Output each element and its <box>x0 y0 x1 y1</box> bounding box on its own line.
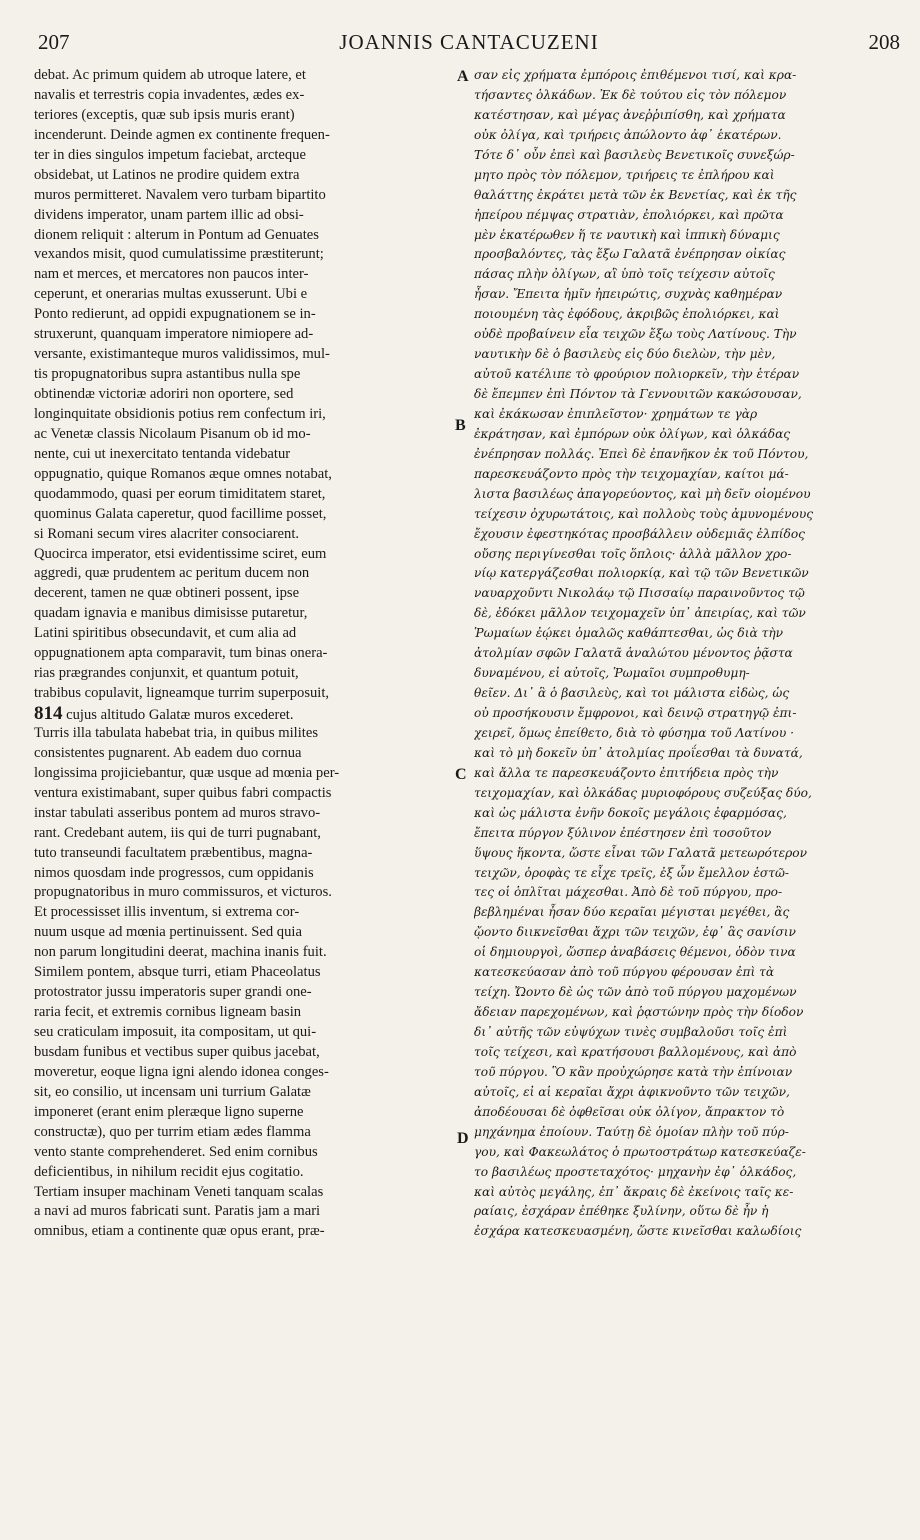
line-text: ναυαρχοῦντι Νικολάῳ τῷ Πισσαίῳ παραινοῦντος τῷ <box>474 586 805 601</box>
text-line <box>474 903 906 923</box>
line-text: ἠπείρου πέμψας στρατιὰν, ἐπολιόρκει, καὶ πρῶτα <box>474 207 784 222</box>
text-line <box>34 1183 458 1203</box>
text-line <box>34 186 458 206</box>
text-line <box>474 844 906 864</box>
text-line <box>34 1202 458 1222</box>
line-text: Tertiam insuper machinam Veneti tanquam scalas <box>34 1183 324 1200</box>
text-line <box>34 883 458 903</box>
text-line <box>474 245 906 265</box>
text-line <box>474 1083 906 1103</box>
line-text: καὶ ἄλλα τε παρεσκευάζοντο ἐπιτήδεια πρὸς τὴν <box>474 765 779 780</box>
text-line <box>34 445 458 465</box>
line-text: ἐνέπρησαν πολλάς. Ἐπεὶ δὲ ἐπανῆκον ἐκ τοῦ Πόντου, <box>474 446 809 461</box>
text-line <box>474 505 906 525</box>
text-line <box>474 325 906 345</box>
line-text: τειχῶν, ὀροφὰς τε εἶχε τρεῖς, ἐξ ὧν ἔμελλον ἑστῶ- <box>474 865 789 880</box>
text-line <box>474 265 906 285</box>
line-text: ἀτολμίαν σφῶν Γαλατᾶ ἁναλώτου μένοντος ῥᾷστα <box>474 646 793 661</box>
line-text: κατεσκεύασαν ἀπὸ τοῦ πύργου φέρουσαν ἐπὶ τὰ <box>474 965 775 980</box>
text-line <box>474 445 906 465</box>
text-line <box>474 684 906 704</box>
text-line <box>34 644 458 664</box>
line-text: nuum usque ad mœnia pertinuissent. Sed quia <box>34 924 302 941</box>
line-text: Τότε δ᾽ οὖν ἐπεὶ καὶ βασιλεὺς Βενετικοῖς συνεξώρ- <box>474 147 795 162</box>
line-text: muros permitteret. Navalem vero turbam bipartito <box>34 186 326 203</box>
line-text: Quocirca imperator, etsi evidentissime sciret, eum <box>34 545 327 562</box>
line-text: raria fecit, et extremis cornibus ligneam basin <box>34 1004 302 1021</box>
text-line <box>474 545 906 565</box>
text-line <box>34 624 458 644</box>
line-text: οὐ προσήκουσιν ἔμφρονοι, καὶ δεινῷ στρατηγῷ ἐπι- <box>474 706 797 720</box>
line-text: ραίαις, ἐσχάραν ἐπέθηκε ξυλίνην, οὕτω δὲ ἦν ἡ <box>474 1204 769 1219</box>
text-line <box>474 764 906 784</box>
line-text: Ponto redierunt, ad oppidi expugnationem se in- <box>34 306 316 323</box>
line-text: ἄδειαν παρεχομένων, καὶ ῥᾳστώνην πρὸς τὴν δίοδον <box>474 1005 804 1020</box>
text-line <box>34 684 458 704</box>
line-text: παρεσκευάζοντο πρὸς τὴν τειχομαχίαν, καίτοι μά- <box>474 466 789 481</box>
text-line <box>474 1123 906 1143</box>
text-line <box>474 983 906 1003</box>
line-text: consistentes pugnarent. Ab eadem duo cornua <box>34 744 302 761</box>
line-text: Similem pontem, absque turri, etiam Phaceolatus <box>34 964 321 981</box>
line-text: προσβαλόντες, τὰς ἔξω Γαλατᾶ ἐνέπρησαν οἰκίας <box>474 247 786 262</box>
line-text: ὕψους ἥκοντα, ὥστε εἶναι τῶν Γαλατᾶ μετεωρότερον <box>474 845 808 860</box>
line-text: θεῖεν. Δι᾽ ἃ ὁ βασιλεὺς, καὶ τοι μάλιστα εἰδὼς, ὡς <box>474 686 790 701</box>
text-line <box>474 465 906 485</box>
text-line <box>34 923 458 943</box>
line-text: tis propugnatoribus supra astantibus nulla spe <box>34 366 301 383</box>
line-text: versante, existimanteque muros validissimos, mul- <box>34 346 330 363</box>
line-text: incenderunt. Deinde agmen ex continente frequen- <box>34 126 330 143</box>
line-text: trabibus copulavit, ligneamque turrim superposuit, <box>34 685 330 702</box>
margin-letter-c: C <box>455 766 467 783</box>
line-text: deficientibus, in nihilum recidit ejus cogitatio. <box>34 1163 304 1180</box>
text-line <box>474 883 906 903</box>
line-text: νίῳ κατεργάζεσθαι πολιορκίᾳ, καὶ τῷ τῶν Βενετικῶν <box>474 566 809 581</box>
line-text: aggredi, quæ prudentem ac peritum ducem non <box>34 565 310 582</box>
line-text: Latini spiritibus obsecundavit, et cum alia ad <box>34 625 297 642</box>
line-text: δι᾽ αὐτῆς τῶν εὐψύχων τινὲς συμβαλοῦσι τοῖς ἐπὶ <box>474 1025 788 1039</box>
text-line <box>474 1103 906 1123</box>
line-text: vento stante comprehenderet. Sed enim cornibus <box>34 1143 318 1160</box>
line-text: oppugnationem apta comparavit, tum binas onera- <box>34 645 328 662</box>
text-line <box>474 206 906 226</box>
line-text: tuto transeundi facultatem præbentibus, magna- <box>34 844 313 861</box>
line-text: nimos quosdam inde progressos, cum oppidanis <box>34 864 314 881</box>
text-line <box>474 564 906 584</box>
text-line <box>474 584 906 604</box>
text-line <box>34 365 458 385</box>
text-line <box>474 66 906 86</box>
line-text: struxerunt, quanquam imperatore nimiopere ad- <box>34 326 314 343</box>
text-line <box>474 804 906 824</box>
line-text: μὲν ἑκατέρωθεν ἥ τε ναυτικὴ καὶ ἱππικὴ δύναμις <box>474 227 780 242</box>
text-line <box>34 584 458 604</box>
line-text: obtinendæ victoriæ adoriri non oportere, sed <box>34 386 294 402</box>
text-line <box>474 784 906 804</box>
text-line <box>34 724 458 744</box>
line-text: ἔπειτα πύργον ξύλινον ἐπέστησεν ἐπὶ τοσοῦτον <box>474 825 772 840</box>
text-line <box>474 604 906 624</box>
text-line <box>34 465 458 485</box>
line-text: οὔσης περιγίνεσθαι τοῖς ὅπλοις· ἀλλὰ μᾶλλον χρο- <box>474 546 792 561</box>
text-line <box>34 704 458 724</box>
text-line <box>474 106 906 126</box>
line-text: το βασιλέως προστεταχότος· μηχανὴν ἐφ᾽ ὁλκάδος, <box>474 1164 797 1179</box>
line-text: teriores (exceptis, quæ sub ipsis muris erant) <box>34 106 295 123</box>
column-marker: 814 <box>34 704 63 724</box>
text-line <box>474 704 906 724</box>
text-line <box>34 824 458 844</box>
text-line <box>474 365 906 385</box>
text-line <box>474 1043 906 1063</box>
line-text: Et processisset illis inventum, si extrema cor- <box>34 904 300 921</box>
text-line <box>34 564 458 584</box>
line-text: protostrator jussu imperatoris super grandi one- <box>34 984 312 1001</box>
line-text: καὶ τὸ μὴ δοκεῖν ὑπ᾽ ἀτολμίας προΐεσθαι τὰ δυνατά, <box>474 745 803 760</box>
line-text: a navi ad muros fabricati sunt. Paratis jam a mari <box>34 1203 321 1220</box>
line-text: τήσαντες ὁλκάδων. Ἐκ δὲ τούτου εἰς τὸν πόλεμον <box>474 87 787 102</box>
text-line <box>474 1143 906 1163</box>
line-text: οὐκ ὀλίγα, καὶ τριήρεις ἀπώλοντο ἀφ᾽ ἑκατέρων. <box>474 127 782 142</box>
line-text: imponeret (erant enim pleræque ligno superne <box>34 1103 304 1120</box>
line-text: καὶ ὡς μάλιστα ἐνῆν δοκοῖς μεγάλοις ἐφαρμόσας, <box>474 805 787 820</box>
line-text: dividens imperator, unam partem illic ad obsi- <box>34 206 304 223</box>
text-line <box>474 1163 906 1183</box>
text-line <box>34 66 458 86</box>
text-line <box>474 166 906 186</box>
text-line <box>34 505 458 525</box>
line-text: vexandos misit, quod cumulatissime præstiterunt; <box>34 246 324 263</box>
text-line <box>34 664 458 684</box>
text-line <box>474 923 906 943</box>
line-text: τείχεσιν ὀχυρωτάτοις, καὶ πολλοὺς τοὺς ἀμυνομένους <box>474 506 814 521</box>
text-line <box>34 1083 458 1103</box>
line-text: propugnatoribus in muro commissuros, et victuros. <box>34 884 332 901</box>
text-line <box>34 1063 458 1083</box>
text-line <box>474 345 906 365</box>
line-text: δὲ ἔπεμπεν ἐπὶ Πόντον τὰ Γεννουιτῶν κακώσουσαν, <box>474 387 802 401</box>
text-line <box>34 545 458 565</box>
text-line <box>34 285 458 305</box>
text-line <box>34 345 458 365</box>
text-line <box>34 604 458 624</box>
line-text: debat. Ac primum quidem ab utroque latere, et <box>34 67 306 83</box>
page-number-right: 208 <box>868 30 900 54</box>
margin-letter-b: B <box>455 417 466 434</box>
text-line <box>474 824 906 844</box>
text-line <box>474 644 906 664</box>
text-line <box>474 425 906 445</box>
text-line <box>34 226 458 246</box>
line-text: quodammodo, quasi per eorum timiditatem staret, <box>34 485 326 502</box>
page-header <box>38 30 900 58</box>
line-text: ἔχουσιν ἐφεστηκότας προσβάλλειν οὐδεμιᾶς ἐλπίδος <box>474 526 805 541</box>
line-text: λιστα βασιλέως ἀπαγορεύοντος, καὶ μὴ δεῖν οἰομένου <box>474 486 811 501</box>
text-line <box>34 206 458 226</box>
line-text: μητο πρὸς τὸν πόλεμον, τριήρεις τε ἐπλήρου καὶ <box>474 167 775 182</box>
text-line <box>474 146 906 166</box>
text-line <box>474 126 906 146</box>
text-line <box>34 943 458 963</box>
line-text: non parum longitudini deerat, machina inanis fuit. <box>34 944 327 961</box>
line-text: ᾤοντο διικνεῖσθαι ἄχρι τῶν τειχῶν, ἐφ᾽ ἃς σανίσιν <box>474 925 796 940</box>
line-text: καὶ ἐκάκωσαν ἐπιπλεῖστον· χρημάτων τε γὰρ <box>474 406 758 421</box>
text-line <box>34 1163 458 1183</box>
text-line <box>34 983 458 1003</box>
line-text: τοῦ πύργου. Ὃ κἂν προὐχώρησε κατὰ τὴν ἐπίνοιαν <box>474 1064 793 1079</box>
line-text: γου, καὶ Φακεωλάτος ὁ πρωτοστράτωρ κατεσκεύαζε- <box>474 1144 806 1159</box>
text-line <box>34 844 458 864</box>
text-line <box>34 325 458 345</box>
line-text: ἀποδέουσαι δὲ ὀφθεῖσαι οὐκ ὀλίγον, ἄπρακτον τὸ <box>474 1104 785 1119</box>
line-text: moveretur, eoque ligna igni alendo idonea conges- <box>34 1063 329 1080</box>
line-text: τες οἱ ὁπλῖται μάχεσθαι. Ἀπὸ δὲ τοῦ πύργου, προ- <box>474 885 783 900</box>
text-line <box>34 764 458 784</box>
line-text: δυναμένου, εἰ αὐτοῖς, Ῥωμαῖοι συμπροθυμη- <box>474 666 750 681</box>
text-line <box>34 425 458 445</box>
line-text: ventura existimabant, super quibus fabri compactis <box>34 784 332 801</box>
line-text: τείχη. Ὤοντο δὲ ὡς τῶν ἀπὸ τοῦ πύργου μαχομένων <box>474 985 797 1000</box>
text-line <box>474 285 906 305</box>
text-line <box>474 1222 906 1242</box>
text-line <box>34 525 458 545</box>
line-text: ἐκράτησαν, καὶ ἐμπόρων οὐκ ὀλίγων, καὶ ὁλκάδας <box>474 426 791 441</box>
line-text: longinquitate obsidionis potius rem confectum iri, <box>34 405 326 422</box>
line-text: τειχομαχίαν, καὶ ὁλκάδας μυριοφόρους συζεύξας δύο, <box>474 785 812 800</box>
line-text: longissima projiciebantur, quæ usque ad mœnia per- <box>34 764 340 781</box>
margin-letter-a: A <box>457 68 469 85</box>
text-line <box>34 1043 458 1063</box>
text-line <box>34 1123 458 1143</box>
line-text: θαλάττης ἐκράτει μετὰ τῶν ἐκ Βενετίας, καὶ ἐκ τῆς <box>474 187 797 202</box>
line-text: ναυτικὴν δὲ ὁ βασιλεὺς εἰς δύο διελὼν, τὴν μὲν, <box>474 347 776 362</box>
text-line <box>34 744 458 764</box>
line-text: oppugnatio, quique Romanos æque omnes notabat, <box>34 465 332 482</box>
text-line <box>34 963 458 983</box>
line-text: ceperunt, et onerarias multas exusserunt. Ubi e <box>34 286 308 303</box>
text-line <box>474 305 906 325</box>
line-text: omnibus, etiam a continente quæ opus erant, præ- <box>34 1223 325 1240</box>
line-text: βεβλημέναι ἦσαν δύο κεραῖαι μέγισται μεγέθει, ἃς <box>474 905 790 920</box>
line-text: οἱ δημιουργοὶ, ὥσπερ ἀναβάσεις θέμενοι, ὁδὸν τινα <box>474 945 796 960</box>
line-text: ἐσχάρα κατεσκευασμένη, ὥστε κινεῖσθαι καλωδίοις <box>474 1224 802 1239</box>
line-text: κατέστησαν, καὶ μέγας ἀνεῤῥιπίσθη, καὶ χρήματα <box>474 107 786 122</box>
text-line <box>474 664 906 684</box>
text-line <box>34 784 458 804</box>
text-line <box>34 1003 458 1023</box>
line-text: σαν εἰς χρήματα ἐμπόροις ἐπιθέμενοι τισί, καὶ κρα- <box>474 68 797 82</box>
line-text: αὐτοῦ κατέλιπε τὸ φρούριον πολιορκεῖν, τὴν ἑτέραν <box>474 367 800 382</box>
line-text: si Romani secum vires alacriter consociarent. <box>34 525 300 542</box>
line-text: cujus altitudo Galatæ muros excederet. <box>66 707 294 723</box>
text-line <box>474 1003 906 1023</box>
line-text: nente, cui ut inexercitato tentanda videbatur <box>34 445 291 462</box>
line-text: πάσας πλὴν ὀλίγων, αἳ ὑπὸ τοῖς τείχεσιν αὐτοῖς <box>474 267 775 282</box>
line-text: quadam ignavia e manibus dimisisse putaretur, <box>34 605 308 622</box>
text-line <box>34 265 458 285</box>
greek-column <box>474 66 906 1242</box>
line-text: μηχάνημα ἐποίουν. Ταύτῃ δὲ ὁμοίαν πλὴν τοῦ πύρ- <box>474 1124 789 1139</box>
line-text: χειρεῖ, ὅμως ἐπείθετο, διὰ τὸ φύσημα τοῦ Λατίνου · <box>474 725 794 740</box>
text-line <box>474 1202 906 1222</box>
line-text: nam et merces, et mercatores non paucos inter- <box>34 266 309 283</box>
text-line <box>34 1143 458 1163</box>
page-number-left: 207 <box>38 30 70 54</box>
text-line <box>34 1023 458 1043</box>
line-text: ποιουμένη τὰς ἐφόδους, ἀκριβῶς ἐπολιόρκει, καὶ <box>474 307 780 322</box>
line-text: constructæ), quo per turrim etiam ædes flamma <box>34 1123 311 1140</box>
text-line <box>474 86 906 106</box>
text-line <box>34 385 458 405</box>
text-line <box>34 864 458 884</box>
text-line <box>34 146 458 166</box>
line-text: dionem reliquit : alterum in Pontum ad Genuates <box>34 226 319 243</box>
text-line <box>34 804 458 824</box>
line-text: ac Venetæ classis Nicolaum Pisanum ob id mo- <box>34 425 311 442</box>
text-line <box>34 485 458 505</box>
text-line <box>474 186 906 206</box>
line-text: decerent, tamen ne quæ obtineri possent, ipse <box>34 585 300 602</box>
text-line <box>474 385 906 405</box>
text-line <box>34 405 458 425</box>
text-line <box>474 864 906 884</box>
text-line <box>34 86 458 106</box>
margin-letter-d: D <box>457 1130 469 1147</box>
text-line <box>474 744 906 764</box>
text-line <box>34 305 458 325</box>
line-text: καὶ αὐτὸς μεγάλης, ἐπ᾽ ἄκραις δὲ ἐκείνοις ταῖς κε- <box>474 1184 794 1199</box>
line-text: busdam funibus et vectibus super quibus jacebat, <box>34 1043 320 1060</box>
text-line <box>474 943 906 963</box>
line-text: rias prægrandes conjunxit, et quantum potuit, <box>34 665 299 682</box>
text-line <box>474 624 906 644</box>
text-line <box>474 405 906 425</box>
line-text: sit, eo consilio, ut incensam uni turrium Galatæ <box>34 1083 311 1100</box>
line-text: ter in dies singulos impetum faciebat, arcteque <box>34 146 306 163</box>
line-text: τοῖς τείχεσι, καὶ κρατήσουσι βαλλομένους, καὶ ἀπὸ <box>474 1044 797 1059</box>
line-text: αὐτοῖς, εἰ αἱ κεραῖαι ἄχρι ἀφικνοῦντο τῶν τειχῶν, <box>474 1084 790 1099</box>
text-line <box>34 166 458 186</box>
text-line <box>34 1222 458 1242</box>
text-line <box>34 126 458 146</box>
text-line <box>474 963 906 983</box>
latin-column <box>34 66 458 1242</box>
line-text: ἦσαν. Ἔπειτα ἡμῖν ἠπειρώτις, συχνὰς καθημέραν <box>474 287 783 302</box>
running-title: JOANNIS CANTACUZENI <box>339 30 599 54</box>
line-text: obsidebat, ut Latinos ne prodire quidem extra <box>34 166 300 183</box>
text-line <box>474 1063 906 1083</box>
line-text: quominus Galata caperetur, quod facillime posset, <box>34 505 327 522</box>
text-line <box>474 485 906 505</box>
text-line <box>34 903 458 923</box>
line-text: Ῥωμαίων ἐῴκει ὁμαλῶς καθάπτεσθαι, ὡς διὰ τὴν <box>474 626 784 641</box>
text-line <box>474 1183 906 1203</box>
text-line <box>474 724 906 744</box>
text-line <box>474 525 906 545</box>
line-text: δὲ, ἐδόκει μᾶλλον τειχομαχεῖν ὑπ᾽ ἀπειρίας, καὶ τῶν <box>474 606 806 621</box>
text-line <box>34 245 458 265</box>
text-line <box>34 106 458 126</box>
line-text: navalis et terrestris copia invadentes, ædes ex- <box>34 86 305 103</box>
line-text: seu craticulam imposuit, ita compositam, ut qui- <box>34 1024 317 1040</box>
line-text: rant. Credebant autem, iis qui de turri pugnabant, <box>34 824 321 841</box>
line-text: Turris illa tabulata habebat tria, in quibus milites <box>34 724 318 741</box>
line-text: instar tabulati asseribus pontem ad muros stravo- <box>34 804 321 821</box>
line-text: οὐδὲ προβαίνειν εἶα τειχῶν ἔξω τοὺς Λατίνους. Τὴν <box>474 327 797 342</box>
text-line <box>474 1023 906 1043</box>
text-line <box>474 226 906 246</box>
text-line <box>34 1103 458 1123</box>
